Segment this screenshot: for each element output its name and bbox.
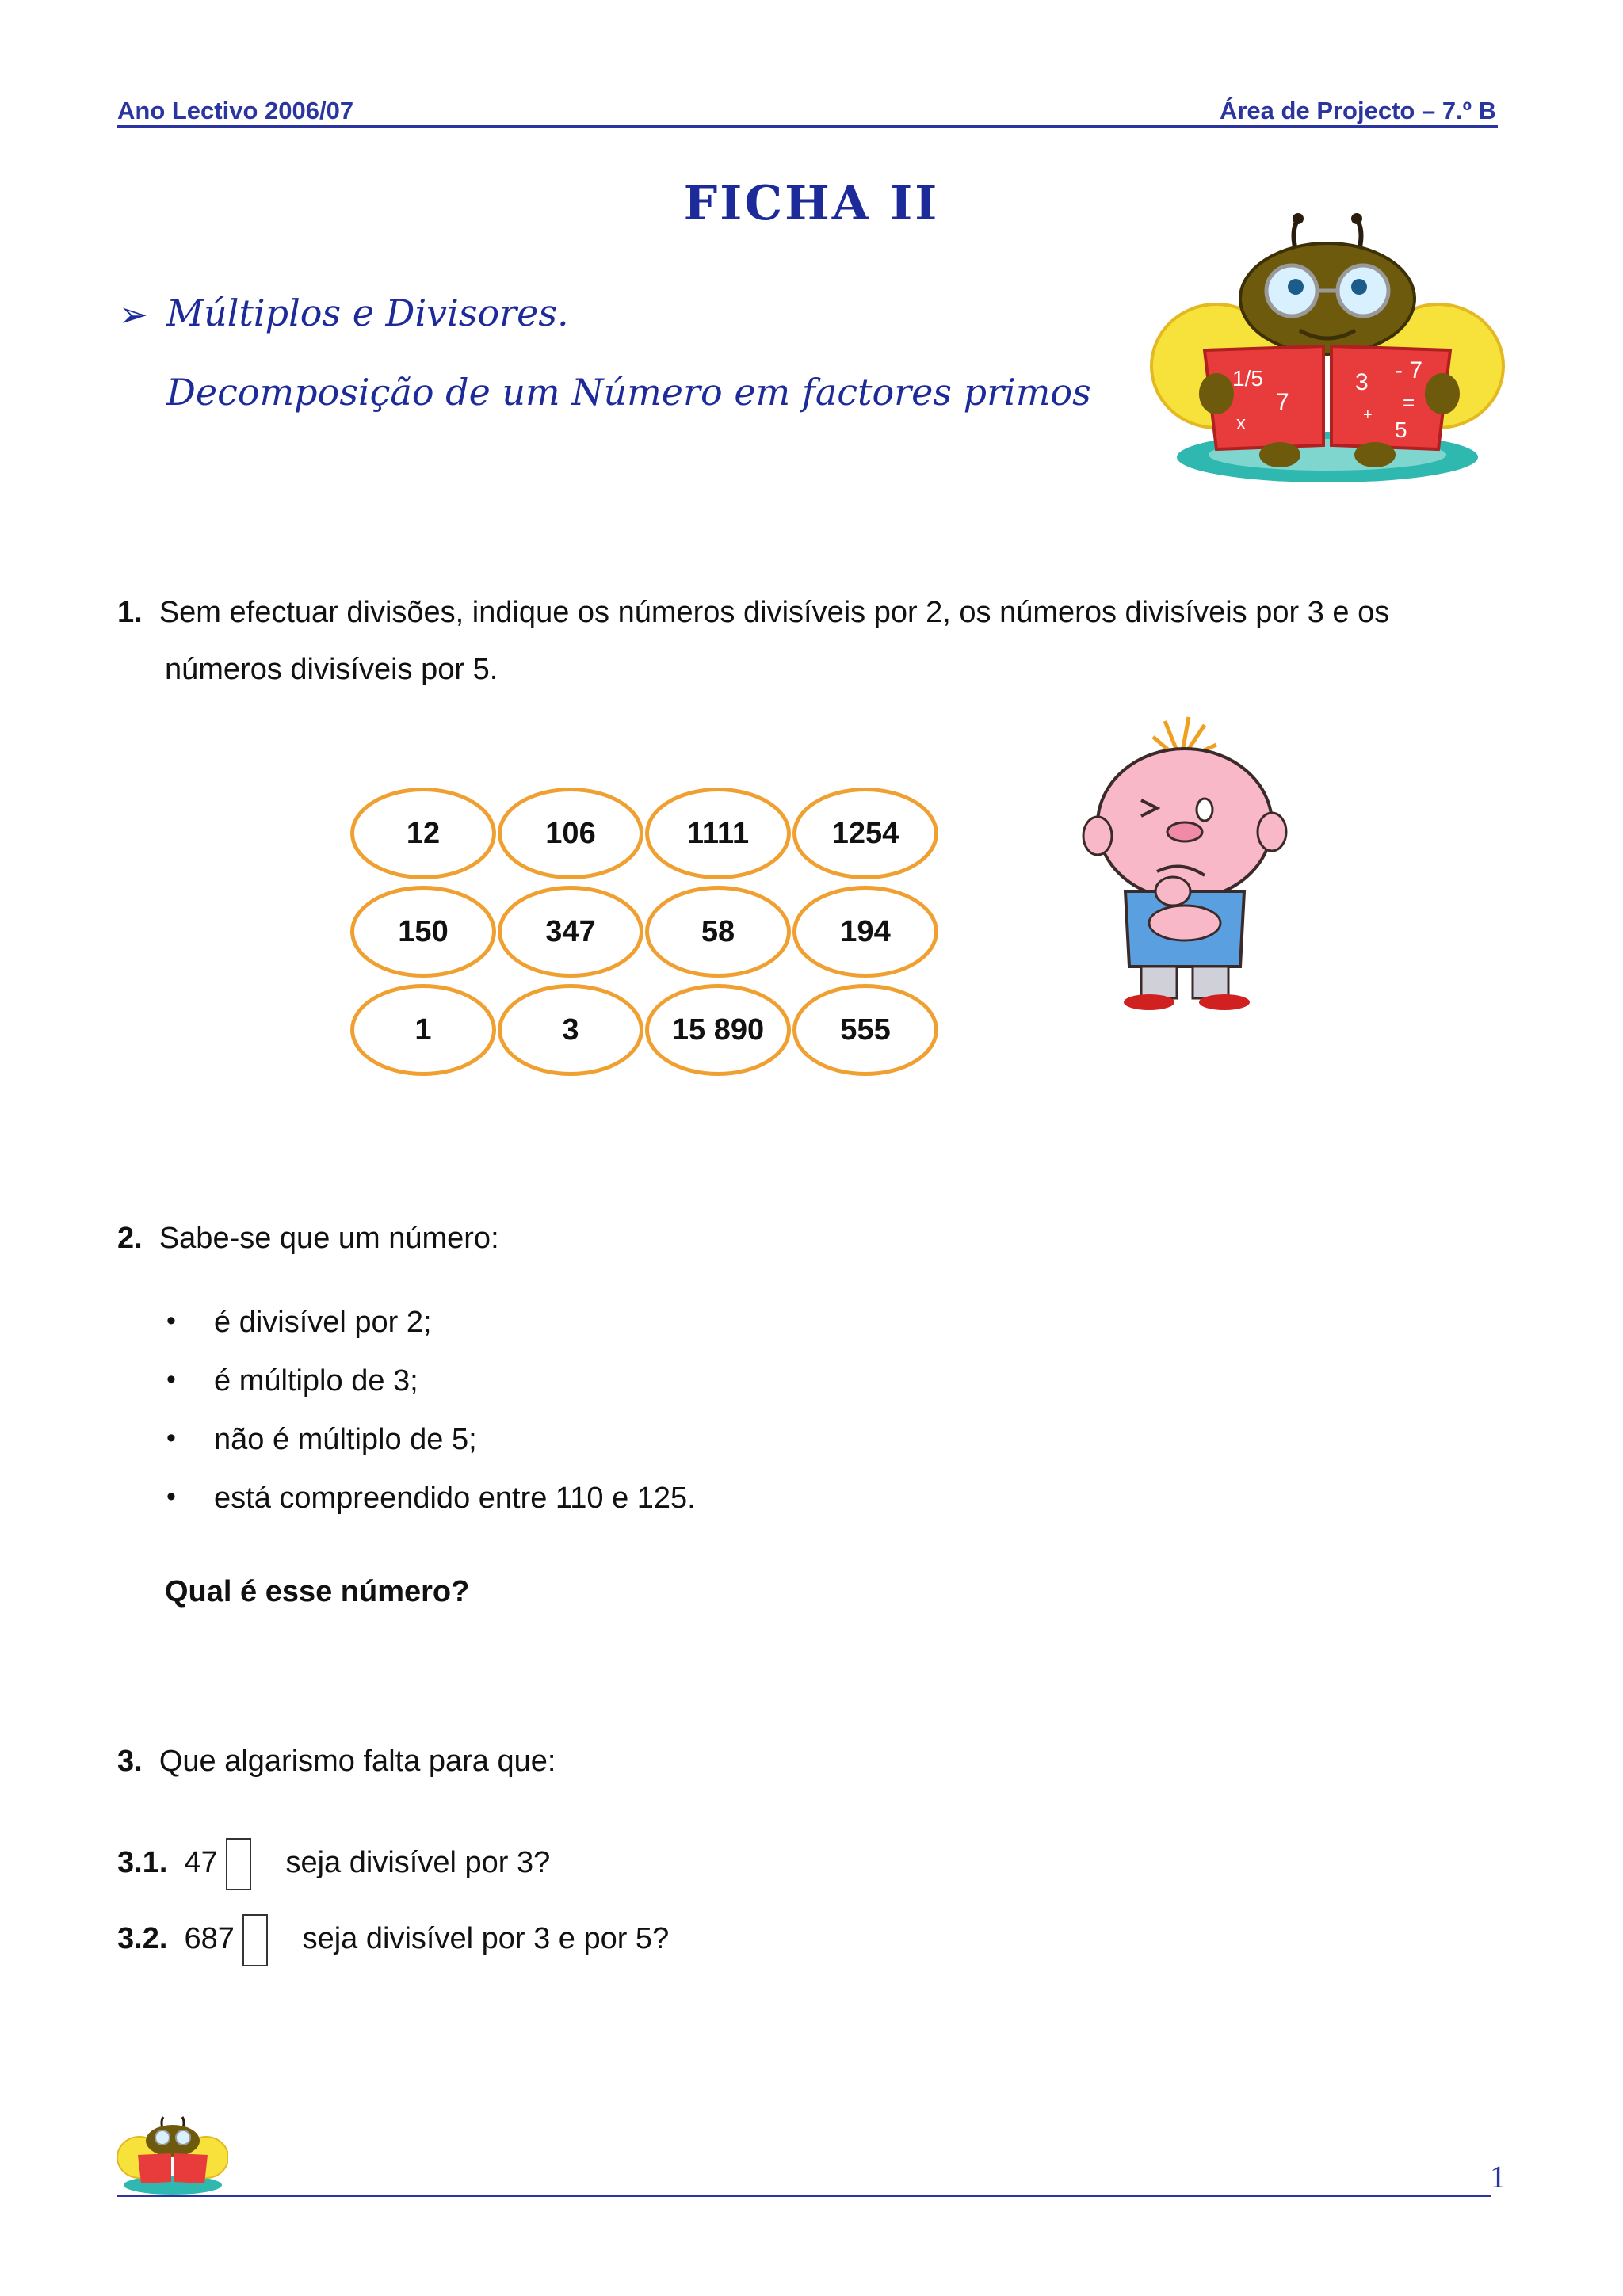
missing-digit-box[interactable]: [242, 1914, 268, 1966]
header-school-year: Ano Lectivo 2006/07: [117, 97, 354, 124]
number-oval: 194: [792, 886, 938, 978]
number-oval: 12: [350, 788, 496, 879]
question-3-line: [117, 1745, 556, 1779]
question-1-line-1: [117, 596, 1389, 630]
header-subject: Área de Projecto – 7.º B: [1219, 97, 1496, 124]
header-divider: [117, 125, 1498, 128]
question-3-2-digits: 687: [184, 1922, 235, 1956]
question-1-number: 1.: [117, 596, 143, 629]
question-1-line-2: números divisíveis por 5.: [165, 653, 498, 686]
bee-reading-book-illustration: [1141, 208, 1514, 493]
footer-divider: [117, 2195, 1491, 2197]
question-2-intro: Sabe-se que um número:: [158, 1222, 499, 1255]
question-3-2-text: seja divisível por 3 e por 5?: [302, 1922, 670, 1956]
thinking-boy-illustration: [1070, 713, 1292, 1014]
page-title: FICHA II: [683, 176, 940, 231]
svg-text:+: +: [1363, 406, 1373, 424]
bullet-icon: •: [166, 1423, 176, 1453]
svg-text:5: 5: [1395, 418, 1407, 442]
condition-item: está compreendido entre 110 e 125.: [214, 1482, 696, 1515]
question-2-line: [117, 1222, 499, 1256]
number-oval: 150: [350, 886, 496, 978]
question-3-2: [117, 1914, 669, 1966]
question-2-ask: Qual é esse número?: [165, 1575, 470, 1608]
number-oval: 15 890: [645, 984, 791, 1076]
subtitle-line-2: Decomposição de um Número em factores primos: [166, 371, 1091, 414]
question-3-number: 3.: [117, 1745, 143, 1778]
bullet-icon: •: [166, 1364, 176, 1394]
number-oval: 347: [498, 886, 643, 978]
question-3-1: [117, 1838, 550, 1890]
missing-digit-box[interactable]: [226, 1838, 251, 1890]
question-2-number: 2.: [117, 1222, 143, 1255]
svg-text:x: x: [1236, 413, 1246, 434]
arrow-bullet-icon: ➢: [119, 296, 148, 334]
svg-text:=: =: [1403, 391, 1415, 414]
small-bee-logo: [117, 2114, 228, 2196]
subtitle-line-1: Múltiplos e Divisores.: [166, 292, 569, 334]
number-oval: 1111: [645, 788, 791, 879]
bullet-icon: •: [166, 1482, 176, 1512]
svg-text:- 7: - 7: [1395, 357, 1423, 383]
condition-item: é divisível por 2;: [214, 1306, 432, 1339]
page-number: 1: [1490, 2159, 1506, 2195]
svg-text:3: 3: [1355, 369, 1369, 395]
condition-item: não é múltiplo de 5;: [214, 1423, 477, 1456]
question-3-1-number: 3.1.: [117, 1846, 168, 1880]
number-oval: 1254: [792, 788, 938, 879]
bullet-icon: •: [166, 1306, 176, 1336]
number-oval: 3: [498, 984, 643, 1076]
number-oval: 58: [645, 886, 791, 978]
svg-text:1/5: 1/5: [1232, 366, 1263, 391]
question-3-1-text: seja divisível por 3?: [285, 1846, 551, 1880]
number-oval: 106: [498, 788, 643, 879]
number-oval: 555: [792, 984, 938, 1076]
question-1-text: Sem efectuar divisões, indique os números divisíveis por 2, os números divisíveis por 3 e os: [158, 596, 1390, 629]
question-3-1-digits: 47: [184, 1846, 218, 1880]
condition-item: é múltiplo de 3;: [214, 1364, 418, 1398]
question-3-2-number: 3.2.: [117, 1922, 168, 1956]
svg-text:7: 7: [1276, 389, 1289, 415]
number-oval: 1: [350, 984, 496, 1076]
question-3-intro: Que algarismo falta para que:: [158, 1745, 556, 1778]
